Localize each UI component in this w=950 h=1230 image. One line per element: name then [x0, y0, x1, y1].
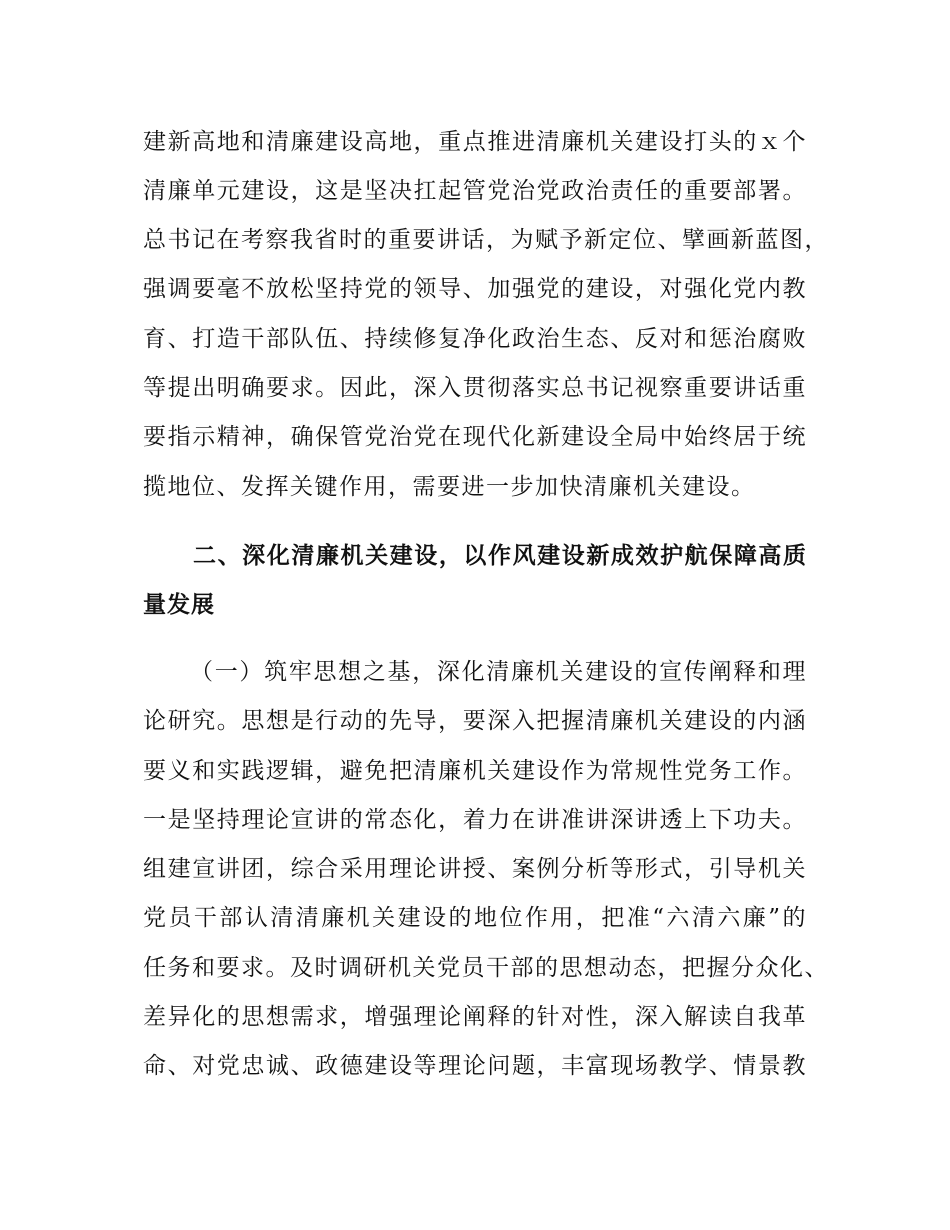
paragraph1-line: 揽地位、发挥关键作用，需要进一步加快清廉机关建设。 — [143, 474, 756, 500]
paragraph2-line: 差异化的思想需求，增强理论阐释的针对性，深入解读自我革 — [143, 1004, 807, 1030]
paragraph2-line: 论研究。思想是行动的先导，要深入把握清廉机关建设的内涵 — [143, 708, 807, 734]
paragraph1-line: 总书记在考察我省时的重要讲话，为赋予新定位、擘画新蓝图， — [143, 227, 829, 253]
paragraph2-line: 要义和实践逻辑，避免把清廉机关建设作为常规性党务工作。 — [143, 758, 807, 784]
paragraph1-line: 强调要毫不放松坚持党的领导、加强党的建设，对强化党内教 — [143, 276, 807, 302]
paragraph2-line: 任务和要求。及时调研机关党员干部的思想动态，把握分众化、 — [143, 955, 829, 981]
paragraph1-line: 育、打造干部队伍、持续修复净化政治生态、反对和惩治腐败 — [143, 326, 807, 352]
paragraph2-line: 一是坚持理论宣讲的常态化，着力在讲准讲深讲透上下功夫。 — [143, 807, 807, 833]
paragraph1-line: 清廉单元建设，这是坚决扛起管党治党政治责任的重要部署。 — [143, 178, 807, 204]
paragraph2-line: 组建宣讲团，综合采用理论讲授、案例分析等形式，引导机关 — [143, 856, 807, 882]
section-heading: 量发展 — [143, 592, 215, 618]
paragraph1-line: 建新高地和清廉建设高地，重点推进清廉机关建设打头的ｘ个 — [143, 129, 807, 155]
paragraph1-line: 要指示精神，确保管党治党在现代化新建设全局中始终居于统 — [143, 424, 807, 450]
paragraph2-line: 命、对党忠诚、政德建设等理论问题，丰富现场教学、情景教 — [143, 1053, 807, 1079]
section-heading: 二、深化清廉机关建设，以作风建设新成效护航保障高质 — [193, 543, 807, 569]
paragraph1-line: 等提出明确要求。因此，深入贯彻落实总书记视察重要讲话重 — [143, 375, 807, 401]
paragraph2-line: 党员干部认清清廉机关建设的地位作用，把准“六清六廉”的 — [143, 905, 807, 931]
paragraph2-line: （一）筑牢思想之基，深化清廉机关建设的宣传阐释和理 — [190, 659, 807, 685]
